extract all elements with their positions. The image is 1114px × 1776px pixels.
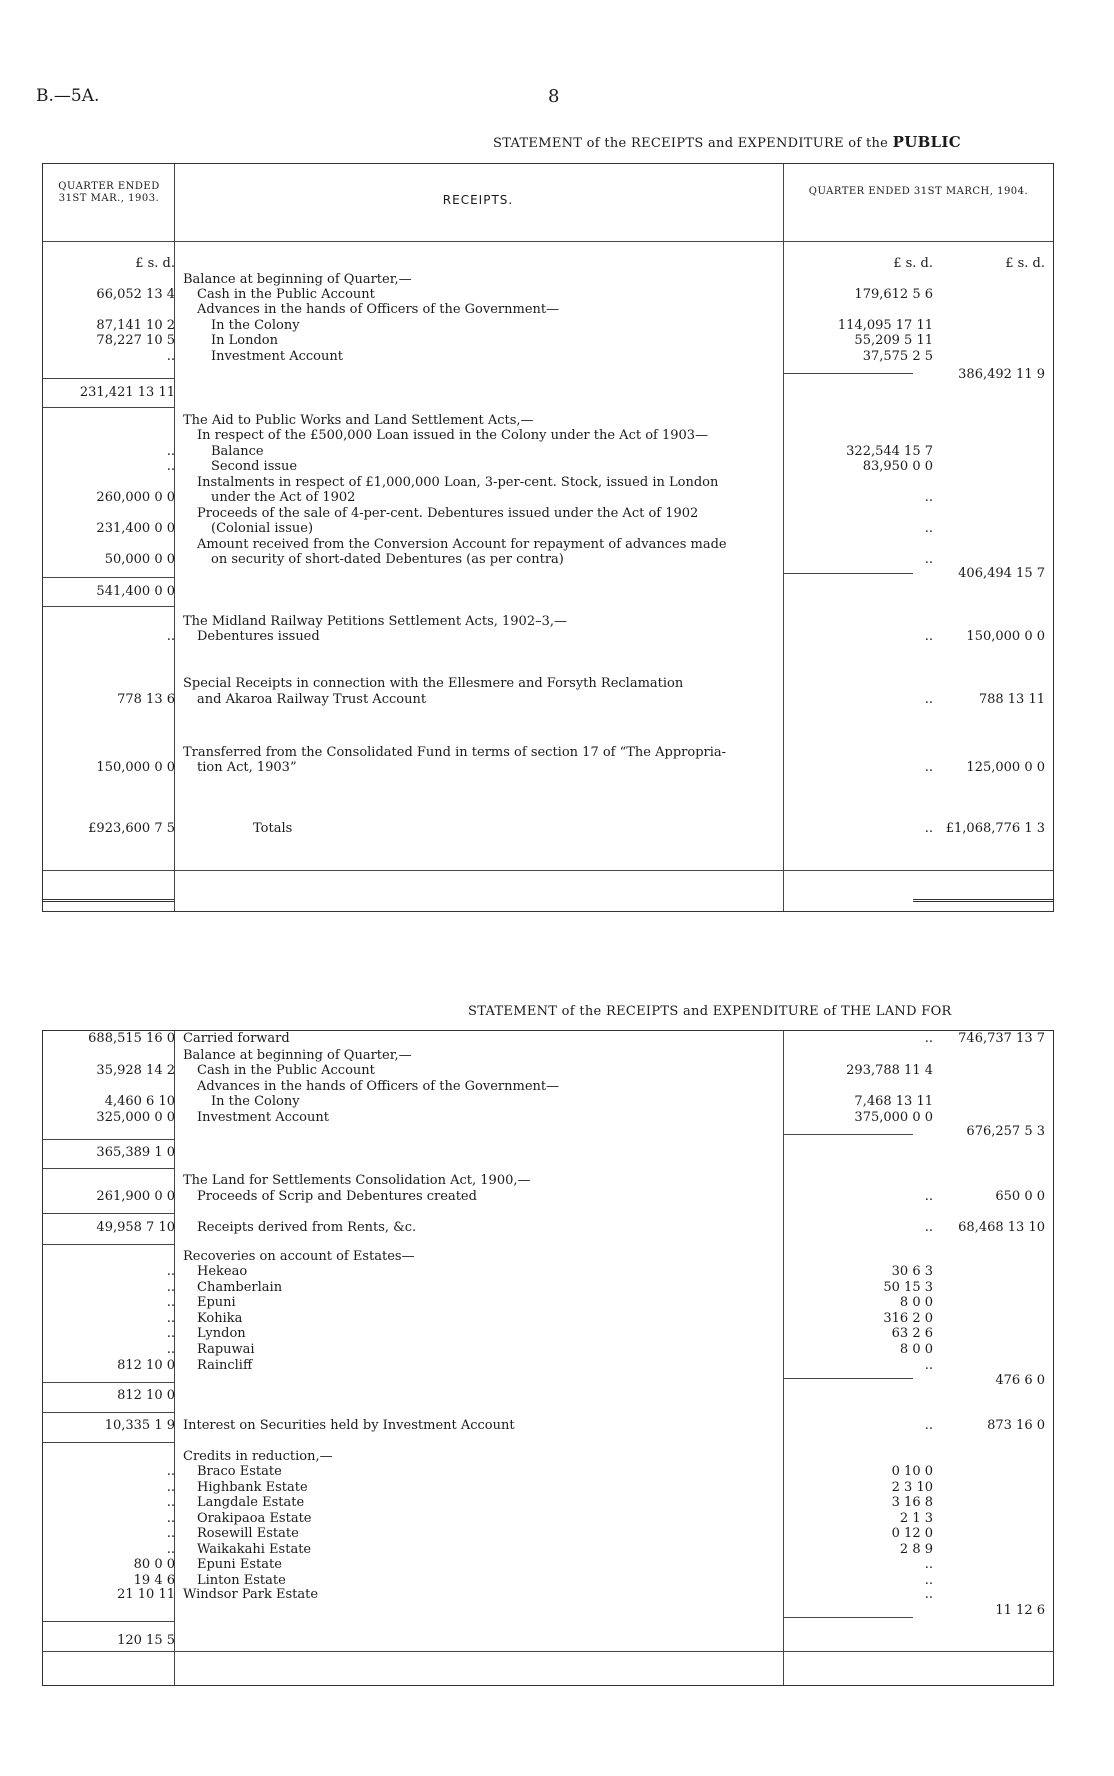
- current-quarter-subamount: 2 8 9: [899, 1542, 933, 1557]
- prev-quarter-amount: 325,000 0 0: [96, 1110, 175, 1125]
- current-quarter-total: 68,468 13 10: [958, 1220, 1045, 1235]
- receipt-description: Recoveries on account of Estates—: [183, 1249, 415, 1264]
- current-quarter-subamount: 7,468 13 11: [854, 1094, 933, 1109]
- table-row: [43, 1048, 1053, 1064]
- table-row: [43, 1342, 1053, 1358]
- prev-quarter-amount: ..: [166, 629, 175, 644]
- receipt-description: Amount received from the Conversion Account for repayment of advances made: [197, 537, 727, 552]
- receipt-description: Instalments in respect of £1,000,000 Loan, 3-per-cent. Stock, issued in London: [197, 475, 719, 490]
- receipt-description: Chamberlain: [197, 1280, 283, 1295]
- current-quarter-total: £1,068,776 1 3: [945, 821, 1045, 836]
- current-quarter-subamount: 37,575 2 5: [862, 349, 933, 364]
- table-row: [43, 367, 1053, 383]
- table-row: [43, 349, 1053, 365]
- prev-quarter-amount: 21 10 11: [117, 1587, 175, 1602]
- receipt-description: In the Colony: [211, 1094, 300, 1109]
- page-number: 8: [548, 86, 560, 107]
- current-quarter-total: 650 0 0: [995, 1189, 1045, 1204]
- table-row: [43, 1542, 1053, 1558]
- current-quarter-subamount: 8 0 0: [899, 1295, 933, 1310]
- table-row: [43, 521, 1053, 537]
- prev-quarter-amount: ..: [166, 1326, 175, 1341]
- prev-quarter-amount: ..: [166, 1480, 175, 1495]
- table-row: [43, 1295, 1053, 1311]
- table-row: [43, 614, 1053, 630]
- table-row: [43, 333, 1053, 349]
- prev-quarter-amount: 541,400 0 0: [96, 584, 175, 599]
- receipt-description: Advances in the hands of Officers of the Government—: [197, 302, 560, 317]
- prev-quarter-amount: ..: [166, 1311, 175, 1326]
- current-quarter-total: 676,257 5 3: [966, 1124, 1045, 1139]
- table-row: [43, 272, 1053, 288]
- receipt-description: Raincliff: [197, 1358, 253, 1373]
- current-quarter-subamount: 375,000 0 0: [854, 1110, 933, 1125]
- receipt-description: Braco Estate: [197, 1464, 282, 1479]
- current-quarter-total: 11 12 6: [995, 1603, 1045, 1618]
- public-title-text: STATEMENT of the RECEIPTS and EXPENDITURE of the: [493, 136, 889, 151]
- table-row: [43, 1526, 1053, 1542]
- current-quarter-subamount: ..: [924, 821, 933, 836]
- col-prev-quarter: QUARTER ENDED 31ST MAR., 1903.: [58, 181, 160, 204]
- current-quarter-total: 873 16 0: [987, 1418, 1045, 1433]
- receipt-description: Kohika: [197, 1311, 243, 1326]
- receipt-description: Cash in the Public Account: [197, 1063, 375, 1078]
- table-row: [43, 1418, 1053, 1434]
- current-quarter-subamount: 83,950 0 0: [862, 459, 933, 474]
- table-row: [43, 506, 1053, 522]
- prev-quarter-amount: 688,515 16 0: [88, 1031, 175, 1046]
- receipt-description: Investment Account: [197, 1110, 329, 1125]
- table-row: [43, 1189, 1053, 1205]
- current-quarter-total: 746,737 13 7: [958, 1031, 1045, 1046]
- current-quarter-subamount: ..: [924, 552, 933, 567]
- receipt-description: Epuni: [197, 1295, 236, 1310]
- current-quarter-subamount: 30 6 3: [891, 1264, 933, 1279]
- table-row: [43, 676, 1053, 692]
- current-quarter-subamount: 293,788 11 4: [846, 1063, 933, 1078]
- current-quarter-subamount: ..: [924, 1358, 933, 1373]
- table-row: [43, 318, 1053, 334]
- units-sub: £ s. d.: [893, 256, 933, 271]
- prev-quarter-amount: £923,600 7 5: [88, 821, 175, 836]
- receipt-description: Transferred from the Consolidated Fund in terms of section 17 of “The Appropria-: [183, 745, 727, 760]
- current-quarter-subamount: 55,209 5 11: [854, 333, 933, 348]
- current-quarter-subamount: ..: [924, 490, 933, 505]
- prev-quarter-amount: 778 13 6: [117, 692, 175, 707]
- land-receipts-table: [42, 1030, 1054, 1686]
- table-row: [43, 459, 1053, 475]
- receipt-description: Waikakahi Estate: [197, 1542, 312, 1557]
- prev-quarter-amount: 80 0 0: [133, 1557, 175, 1572]
- table-row: [43, 566, 1053, 582]
- receipt-description: Highbank Estate: [197, 1480, 308, 1495]
- current-quarter-total: 386,492 11 9: [958, 367, 1045, 382]
- table-row: [43, 1173, 1053, 1189]
- current-quarter-subamount: ..: [924, 1573, 933, 1588]
- receipt-description: Cash in the Public Account: [197, 287, 375, 302]
- table-row: [43, 1063, 1053, 1079]
- document-code: B.—5A.: [36, 86, 100, 106]
- table-row: [43, 1311, 1053, 1327]
- receipt-description: Hekeao: [197, 1264, 248, 1279]
- prev-quarter-amount: ..: [166, 1464, 175, 1479]
- current-quarter-subamount: 114,095 17 11: [837, 318, 933, 333]
- current-quarter-subamount: 179,612 5 6: [854, 287, 933, 302]
- current-quarter-subamount: 0 12 0: [891, 1526, 933, 1541]
- prev-quarter-amount: 365,389 1 0: [96, 1145, 175, 1160]
- prev-quarter-amount: ..: [166, 1542, 175, 1557]
- receipt-description: Proceeds of Scrip and Debentures created: [197, 1189, 477, 1204]
- table-row: [43, 1603, 1053, 1619]
- current-quarter-subamount: ..: [924, 760, 933, 775]
- table-row: [43, 1031, 1053, 1047]
- current-quarter-total: 125,000 0 0: [966, 760, 1045, 775]
- current-quarter-total: 788 13 11: [978, 692, 1045, 707]
- table-row: [43, 1495, 1053, 1511]
- current-quarter-subamount: 316 2 0: [883, 1311, 933, 1326]
- table-row: [43, 760, 1053, 776]
- prev-quarter-amount: ..: [166, 1264, 175, 1279]
- receipt-description: on security of short-dated Debentures (as per contra): [211, 552, 564, 567]
- receipt-description: (Colonial issue): [211, 521, 314, 536]
- table-row: [43, 428, 1053, 444]
- table-row: [43, 1145, 1053, 1161]
- prev-quarter-amount: 4,460 6 10: [104, 1094, 175, 1109]
- table-row: [43, 692, 1053, 708]
- receipt-description: Debentures issued: [197, 629, 320, 644]
- table-row: [43, 1633, 1053, 1649]
- table-row: [43, 745, 1053, 761]
- receipt-description: Lyndon: [197, 1326, 246, 1341]
- prev-quarter-amount: ..: [166, 1495, 175, 1510]
- table-row: [43, 629, 1053, 645]
- prev-quarter-amount: 260,000 0 0: [96, 490, 175, 505]
- prev-quarter-amount: ..: [166, 1342, 175, 1357]
- receipt-description: Balance at beginning of Quarter,—: [183, 1048, 412, 1063]
- prev-quarter-amount: 78,227 10 5: [96, 333, 175, 348]
- receipt-description: Windsor Park Estate: [183, 1587, 319, 1602]
- receipt-description: Receipts derived from Rents, &c.: [197, 1220, 417, 1235]
- prev-quarter-amount: ..: [166, 444, 175, 459]
- prev-quarter-amount: 66,052 13 4: [96, 287, 175, 302]
- prev-quarter-amount: 812 10 0: [117, 1388, 175, 1403]
- receipt-description: Interest on Securities held by Investment Account: [183, 1418, 515, 1433]
- public-receipts-table: [42, 163, 1054, 912]
- current-quarter-subamount: 2 1 3: [899, 1511, 933, 1526]
- table-row: [43, 537, 1053, 553]
- current-quarter-subamount: ..: [924, 692, 933, 707]
- prev-quarter-amount: 87,141 10 2: [96, 318, 175, 333]
- receipt-description: Balance at beginning of Quarter,—: [183, 272, 412, 287]
- current-quarter-subamount: ..: [924, 1220, 933, 1235]
- current-quarter-subamount: ..: [924, 1031, 933, 1046]
- current-quarter-subamount: ..: [924, 1557, 933, 1572]
- public-title-bold: PUBLIC: [892, 133, 961, 151]
- table-row: [43, 1124, 1053, 1140]
- receipt-description: Totals: [253, 821, 293, 836]
- receipt-description: Orakipaoa Estate: [197, 1511, 312, 1526]
- units-prev: £ s. d.: [135, 256, 175, 271]
- current-quarter-total: 406,494 15 7: [958, 566, 1045, 581]
- receipt-description: Rosewill Estate: [197, 1526, 299, 1541]
- units-tot: £ s. d.: [1005, 256, 1045, 271]
- receipt-description: Credits in reduction,—: [183, 1449, 333, 1464]
- land-statement-title: STATEMENT of the RECEIPTS and EXPENDITURE of THE LAND FOR: [468, 1004, 952, 1019]
- table-row: [43, 444, 1053, 460]
- current-quarter-subamount: ..: [924, 521, 933, 536]
- table-row: [43, 1249, 1053, 1265]
- current-quarter-subamount: ..: [924, 1189, 933, 1204]
- current-quarter-subamount: 2 3 10: [891, 1480, 933, 1495]
- table-row: [43, 385, 1053, 401]
- current-quarter-subamount: 3 16 8: [891, 1495, 933, 1510]
- current-quarter-subamount: ..: [924, 629, 933, 644]
- table-row: [43, 1557, 1053, 1573]
- receipt-description: The Aid to Public Works and Land Settlement Acts,—: [183, 413, 534, 428]
- current-quarter-subamount: 8 0 0: [899, 1342, 933, 1357]
- prev-quarter-amount: 231,400 0 0: [96, 521, 175, 536]
- prev-quarter-amount: 261,900 0 0: [96, 1189, 175, 1204]
- table-row: [43, 287, 1053, 303]
- prev-quarter-amount: ..: [166, 349, 175, 364]
- current-quarter-subamount: 0 10 0: [891, 1464, 933, 1479]
- receipt-description: In the Colony: [211, 318, 300, 333]
- prev-quarter-amount: 231,421 13 11: [79, 385, 175, 400]
- current-quarter-total: 476 6 0: [995, 1373, 1045, 1388]
- receipt-description: In respect of the £500,000 Loan issued in the Colony under the Act of 1903—: [197, 428, 709, 443]
- receipt-description: Investment Account: [211, 349, 343, 364]
- table-row: [43, 1388, 1053, 1404]
- prev-quarter-amount: ..: [166, 1526, 175, 1541]
- receipt-description: Advances in the hands of Officers of the Government—: [197, 1079, 560, 1094]
- current-quarter-subamount: 50 15 3: [883, 1280, 933, 1295]
- receipt-description: Epuni Estate: [197, 1557, 282, 1572]
- table-row: [43, 1587, 1053, 1603]
- col-current-quarter: QUARTER ENDED 31ST MARCH, 1904.: [808, 186, 1029, 197]
- table-row: [43, 1373, 1053, 1389]
- prev-quarter-amount: 150,000 0 0: [96, 760, 175, 775]
- current-quarter-subamount: 63 2 6: [891, 1326, 933, 1341]
- prev-quarter-amount: ..: [166, 1295, 175, 1310]
- table-row: [43, 1220, 1053, 1236]
- prev-quarter-amount: 812 10 0: [117, 1358, 175, 1373]
- current-quarter-subamount: ..: [924, 1418, 933, 1433]
- receipt-description: Second issue: [211, 459, 298, 474]
- receipt-description: under the Act of 1902: [211, 490, 356, 505]
- prev-quarter-amount: ..: [166, 1280, 175, 1295]
- prev-quarter-amount: 10,335 1 9: [104, 1418, 175, 1433]
- table-row: [43, 1264, 1053, 1280]
- receipt-description: tion Act, 1903”: [197, 760, 297, 775]
- receipt-description: Proceeds of the sale of 4-per-cent. Debentures issued under the Act of 1902: [197, 506, 699, 521]
- table-row: [43, 1079, 1053, 1095]
- receipt-description: The Midland Railway Petitions Settlement Acts, 1902–3,—: [183, 614, 567, 629]
- table-row: [43, 302, 1053, 318]
- col-receipts: RECEIPTS.: [442, 193, 514, 207]
- receipt-description: Linton Estate: [197, 1573, 286, 1588]
- receipt-description: The Land for Settlements Consolidation Act, 1900,—: [183, 1173, 531, 1188]
- prev-quarter-amount: 19 4 6: [133, 1573, 175, 1588]
- table-row: [43, 1464, 1053, 1480]
- prev-quarter-amount: 35,928 14 2: [96, 1063, 175, 1078]
- table-row: [43, 1326, 1053, 1342]
- table-row: [43, 1280, 1053, 1296]
- receipt-description: Carried forward: [183, 1031, 290, 1046]
- receipt-description: Special Receipts in connection with the Ellesmere and Forsyth Reclamation: [183, 676, 684, 691]
- table-row: [43, 1358, 1053, 1374]
- receipt-description: In London: [211, 333, 278, 348]
- table-row: [43, 821, 1053, 837]
- table-row: [43, 475, 1053, 491]
- receipt-description: and Akaroa Railway Trust Account: [197, 692, 427, 707]
- table-row: [43, 1449, 1053, 1465]
- table-row: [43, 413, 1053, 429]
- public-statement-title: [493, 133, 961, 151]
- prev-quarter-amount: ..: [166, 459, 175, 474]
- receipt-description: Balance: [211, 444, 264, 459]
- receipt-description: Langdale Estate: [197, 1495, 305, 1510]
- current-quarter-total: 150,000 0 0: [966, 629, 1045, 644]
- prev-quarter-amount: 49,958 7 10: [96, 1220, 175, 1235]
- prev-quarter-amount: 120 15 5: [117, 1633, 175, 1648]
- prev-quarter-amount: 50,000 0 0: [104, 552, 175, 567]
- table-row: [43, 584, 1053, 600]
- table-row: [43, 1094, 1053, 1110]
- current-quarter-subamount: ..: [924, 1587, 933, 1602]
- table-row: [43, 1480, 1053, 1496]
- receipt-description: Rapuwai: [197, 1342, 255, 1357]
- prev-quarter-amount: ..: [166, 1511, 175, 1526]
- table-row: [43, 1511, 1053, 1527]
- table-row: [43, 490, 1053, 506]
- current-quarter-subamount: 322,544 15 7: [846, 444, 933, 459]
